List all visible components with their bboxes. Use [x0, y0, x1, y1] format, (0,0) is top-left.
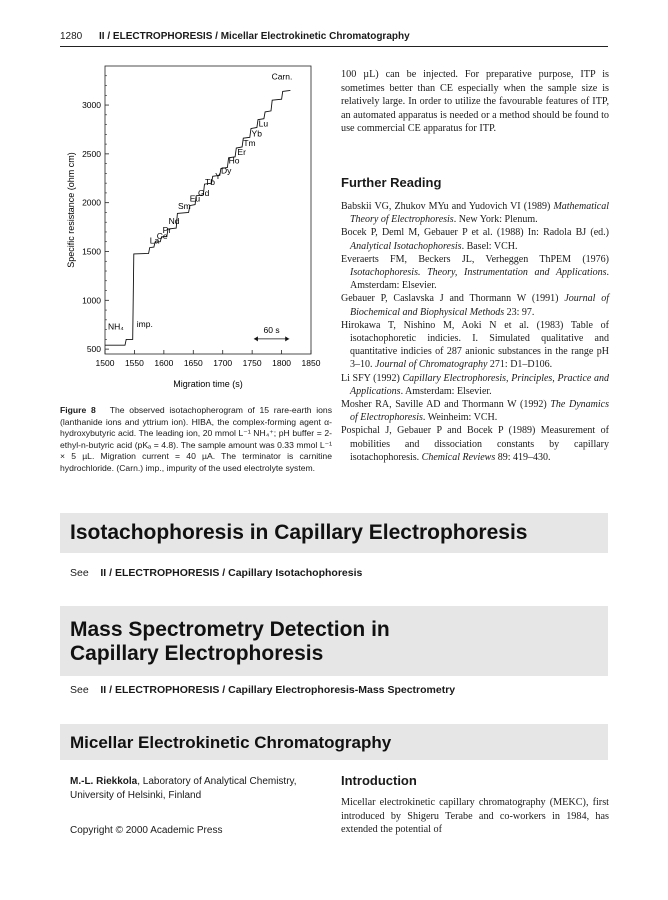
- header-rule: [60, 46, 608, 47]
- x-axis: [96, 350, 321, 368]
- peak-label: Er: [237, 146, 246, 157]
- reference-text: . Basel: VCH.: [461, 240, 518, 252]
- reference-text: . New York: Plenum.: [453, 214, 538, 226]
- scale-bar-arrow-left: [254, 336, 258, 341]
- reference-text: Bocek P, Deml M, Gebauer P et al. (1988) In: Radola BJ (ed.): [341, 227, 609, 239]
- x-tick-label: 1600: [154, 358, 174, 368]
- peak-label: Sm: [177, 201, 191, 212]
- reference-item: [341, 226, 609, 252]
- reference-text: Li SFY (1992): [341, 372, 403, 384]
- figure-caption: [60, 405, 332, 475]
- x-tick-label: 1700: [213, 358, 233, 368]
- author-affiliation: , Laboratory of Analytical Chemistry, University of Helsinki, Finland: [70, 776, 297, 801]
- reference-list: [341, 200, 609, 464]
- x-tick-label: 1650: [183, 358, 203, 368]
- reference-text: Pospichal J, Gebauer P and Bocek P (1989) Measurement of mobilities and dissociation constants by capillary isotachophoresis.: [341, 425, 609, 463]
- article-title-band: [60, 724, 608, 760]
- peak-label: Ho: [228, 155, 240, 166]
- peak-label: Tb: [205, 177, 215, 188]
- peak-label: Eu: [189, 193, 201, 204]
- reference-title: Mathematical Theory of Electrophoresis: [350, 201, 609, 226]
- copyright-notice: Copyright © 2000 Academic Press: [70, 825, 223, 836]
- figure-caption-text: The observed isotachopherogram of 15 rare-earth ions (lanthanide ions and yttrium ion). HIBA, the complex-forming agent α-hydroxybutyric acid. The leading ion, 20 mmol L⁻¹ NH₄⁺; pH buffer = 2-ethyl-n-butyric acid (pKₐ = 4.8). The sample amount was 0.33 mmol L⁻¹ × 5 µL. Migration current = 40 µA. The terminator is carnitine hydrochloride. (Carn.) imp., impurity of the used electrolyte system.: [60, 405, 333, 473]
- reference-title: Capillary Electrophoresis, Principles, Practice and Applications: [350, 372, 609, 397]
- reference-item: [341, 424, 609, 464]
- y-tick-label: 2000: [82, 197, 101, 208]
- reference-title: Chemical Reviews: [421, 451, 496, 463]
- reference-item: [341, 319, 609, 372]
- entry-title-line: Mass Spectrometry Detection in: [70, 618, 390, 641]
- peak-label: Lu: [258, 118, 269, 129]
- peak-label: Ce: [156, 230, 168, 241]
- plot-frame: [105, 66, 311, 354]
- x-tick-label: 1550: [124, 358, 144, 368]
- see-label: See: [70, 567, 89, 579]
- reference-text: . Amsterdam: Elsevier.: [350, 267, 609, 292]
- peak-label: Tm: [243, 138, 256, 149]
- x-axis-label: Migration time (s): [173, 379, 243, 389]
- scale-bar-arrow-right: [285, 336, 289, 341]
- y-tick-label: 500: [86, 344, 101, 355]
- introduction-text: Micellar electrokinetic capillary chromatography (MEKC), first introduced by Shigeru Terabe and co-workers in 1984, has extended the potential of: [341, 797, 609, 836]
- reference-text: . Amsterdam: Elsevier.: [400, 385, 492, 397]
- reference-text: 23: 97.: [504, 306, 535, 318]
- reference-title: Analytical Isotachophoresis: [350, 240, 462, 252]
- cross-reference-link[interactable]: II / ELECTROPHORESIS / Capillary Isotachophoresis: [100, 567, 363, 579]
- y-tick-label: 1500: [82, 246, 101, 257]
- peak-label: La: [149, 235, 160, 246]
- isotachopherogram-chart: [60, 58, 332, 398]
- reference-item: [341, 200, 609, 226]
- cross-reference-link[interactable]: II / ELECTROPHORESIS / Capillary Electrophoresis-Mass Spectrometry: [100, 684, 456, 696]
- reference-item: [341, 253, 609, 293]
- reference-text: 271: D1–D106.: [487, 359, 553, 371]
- author-block: [70, 775, 320, 803]
- peak-label: Carn.: [271, 71, 293, 82]
- entry-band-isotachophoresis: [60, 513, 608, 553]
- peak-label: Gd: [197, 187, 210, 198]
- y-tick-label: 3000: [82, 100, 101, 111]
- page-number: 1280: [60, 31, 83, 42]
- further-reading-title: Further Reading: [341, 175, 442, 190]
- peak-label: Yb: [251, 128, 262, 139]
- entry-title: Isotachophoresis in Capillary Electrophoresis: [70, 521, 528, 544]
- introduction-heading: Introduction: [341, 773, 417, 788]
- y-tick-label: 1000: [82, 295, 101, 306]
- x-tick-label: 1800: [272, 358, 292, 368]
- x-tick-label: 1750: [242, 358, 262, 368]
- reference-item: [341, 292, 609, 318]
- x-tick-label: 1850: [301, 358, 321, 368]
- peak-label: NH₄: [107, 321, 124, 332]
- see-label: See: [70, 684, 89, 696]
- cross-reference: [70, 684, 455, 696]
- reference-title: Journal of Biochemical and Biophysical Methods: [350, 293, 609, 318]
- reference-text: 89: 419–430.: [495, 451, 551, 463]
- reference-text: Babskii VG, Zhukov MYu and Yudovich VI (1989): [341, 201, 554, 212]
- article-title: Micellar Electrokinetic Chromatography: [70, 733, 392, 752]
- body-paragraph: 100 µL) can be injected. For preparative purpose, ITP is sometimes better than CE especially when the sample size is relatively large. In order to utilize the favourable features of ITP, an automated apparatus is needed or a method should be found to use commercial CE apparatus for ITP.: [341, 69, 609, 135]
- figure-label: Figure 8: [60, 405, 96, 415]
- scale-bar-label: 60 s: [263, 324, 280, 335]
- peak-label: imp.: [136, 319, 153, 330]
- reference-text: Everaerts FM, Beckers JL, Verheggen ThPEM (1976): [341, 253, 609, 265]
- data-line: [105, 90, 290, 345]
- reference-text: Hirokawa T, Nishino M, Aoki N et al. (1983) Table of isotachophoretic indicies. I. Simulated qualitative and quantitative indicies of 287 anionic substances in the range pH 3–10.: [341, 319, 609, 371]
- reference-text: Mosher RA, Saville AD and Thormann W (1992): [341, 399, 551, 411]
- y-axis-label: Specific resistance (ohm cm): [66, 152, 76, 268]
- entry-title-line: Capillary Electrophoresis: [70, 642, 324, 665]
- peak-label: Dy: [220, 165, 232, 176]
- scale-bar: [254, 325, 289, 342]
- reference-title: Isotachophoresis. Theory, Instrumentation and Applications: [350, 267, 607, 279]
- peak-label: Nd: [168, 216, 180, 227]
- entry-band-mass-spectrometry: [60, 606, 608, 676]
- reference-title: The Dynamics of Electrophoresis: [350, 399, 609, 424]
- reference-text: Gebauer P, Caslavska J and Thormann W (1991): [341, 293, 565, 305]
- cross-reference: [70, 567, 362, 579]
- reference-title: Journal of Chromatography: [375, 359, 488, 371]
- reference-item: [341, 372, 609, 398]
- reference-item: [341, 398, 609, 424]
- y-tick-label: 2500: [82, 148, 101, 159]
- running-header: [60, 31, 608, 42]
- reference-text: . Weinheim: VCH.: [422, 412, 498, 424]
- peak-label: Y: [215, 170, 221, 181]
- running-title: II / ELECTROPHORESIS / Micellar Electrokinetic Chromatography: [99, 31, 410, 42]
- entry-title: [70, 618, 390, 666]
- peak-label: Pr: [162, 224, 172, 235]
- x-tick-label: 1500: [95, 358, 115, 368]
- peak-labels: [108, 72, 292, 332]
- author-name: M.-L. Riekkola: [70, 776, 138, 787]
